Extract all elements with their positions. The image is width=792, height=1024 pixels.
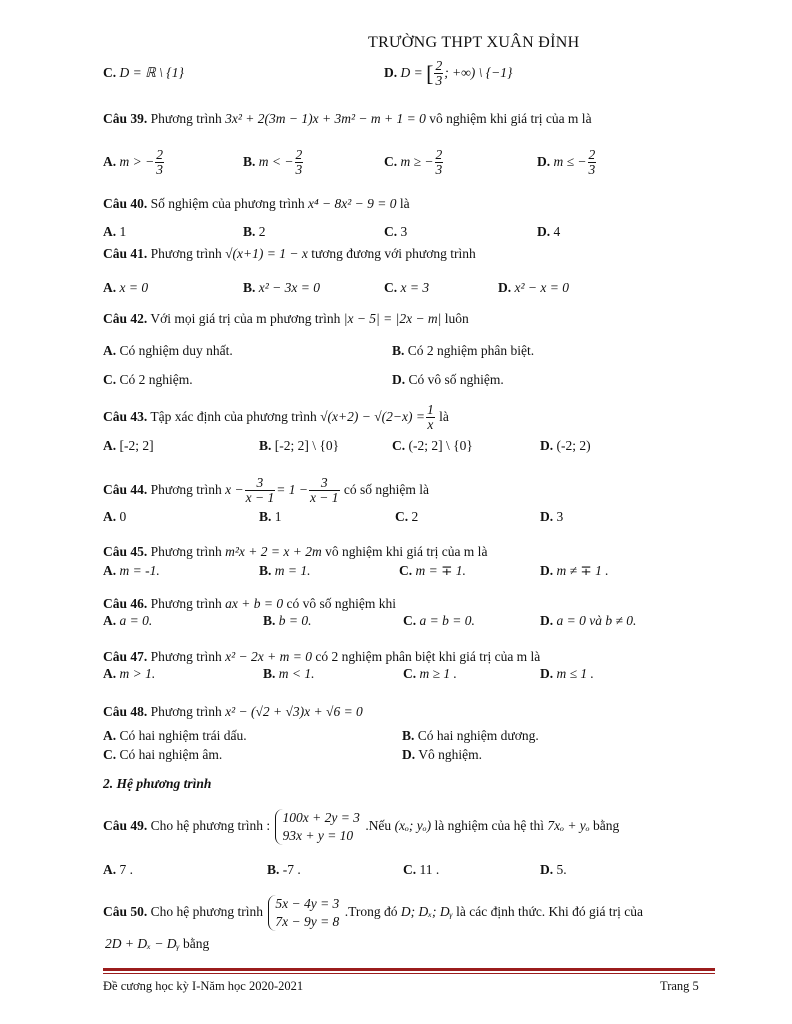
q40-option-d: D. 4 [537, 224, 561, 239]
question-50: Câu 50. Cho hệ phương trình 5x − 4y = 3 7x − 9y = 8 .Trong đó D; Dₓ; Dᵧ là các định thức. Khi đó giá trị của [103, 895, 644, 929]
q46-option-c: C. a = b = 0. [403, 613, 475, 628]
q46-option-d: D. a = 0 và b ≠ 0. [540, 613, 637, 628]
q45-option-d: D. m ≠ ∓ 1 . [540, 563, 609, 578]
q47-option-b: B. m < 1. [263, 666, 315, 681]
q45-option-c: C. m = ∓ 1. [399, 563, 466, 578]
q45-option-a: A. m = -1. [103, 563, 160, 578]
q40-option-c: C. 3 [384, 224, 408, 239]
q40-option-b: B. 2 [243, 224, 266, 239]
footer-rule [103, 968, 715, 971]
question-50-continued: 2D + Dₓ − Dᵧ bằng [105, 936, 210, 951]
page-number: Trang 5 [660, 979, 699, 993]
question-43: Câu 43. Tập xác định của phương trình √(x+2) − √(2−x) = $\frac{1}{x}$ là [103, 402, 449, 433]
q41-option-c: C. x = 3 [384, 280, 430, 295]
footer-title: Đề cương học kỳ I-Năm học 2020-2021 [103, 979, 304, 993]
q40-option-a: A. 1 [103, 224, 127, 239]
q49-option-b: B. -7 . [267, 862, 301, 877]
q49-option-d: D. 5. [540, 862, 567, 877]
q42-option-a: A. Có nghiệm duy nhất. [103, 343, 233, 358]
q39-option-a: A. m > − $\frac{2}{3}$ [103, 147, 163, 178]
q47-option-c: C. m ≥ 1 . [403, 666, 457, 681]
q39-option-d: D. m ≤ − $\frac{2}{3}$ [537, 147, 596, 178]
q48-option-a: A. Có hai nghiệm trái dấu. [103, 728, 247, 743]
q46-option-b: B. b = 0. [263, 613, 312, 628]
q48-option-c: C. Có hai nghiệm âm. [103, 747, 223, 762]
prev-option-c: C. D = ℝ \ {1} [103, 65, 184, 80]
question-45: Câu 45. Phương trình m²x + 2 = x + 2m vô nghiệm khi giá trị của m là [103, 544, 488, 559]
question-41: Câu 41. Phương trình √(x+1) = 1 − x tương đương với phương trình [103, 246, 476, 261]
question-48: Câu 48. Phương trình x² − (√2 + √3)x + √6 = 0 [103, 704, 363, 719]
question-42: Câu 42. Với mọi giá trị của m phương trình |x − 5| = |2x − m| luôn [103, 311, 469, 326]
question-47: Câu 47. Phương trình x² − 2x + m = 0 có 2 nghiệm phân biệt khi giá trị của m là [103, 649, 541, 664]
q43-option-c: C. (-2; 2] \ {0} [392, 438, 473, 453]
question-44: Câu 44. Phương trình x − $\frac{3}{x - 1}$ = 1 − $\frac{3}{x - 1}$ có số nghiệm là [103, 475, 430, 506]
q49-option-a: A. 7 . [103, 862, 133, 877]
q42-option-b: B. Có 2 nghiệm phân biệt. [392, 343, 535, 358]
q44-option-c: C. 2 [395, 509, 419, 524]
school-header: TRƯỜNG THPT XUÂN ĐỈNH [368, 34, 580, 51]
footer-rule-thin [103, 973, 715, 974]
prev-option-d: D. D = [ $\frac{2}{3}$ ; +∞) \ {−1} [384, 58, 513, 89]
q41-option-b: B. x² − 3x = 0 [243, 280, 321, 295]
q43-option-b: B. [-2; 2] \ {0} [259, 438, 340, 453]
equation-system: 5x − 4y = 3 7x − 9y = 8 [268, 895, 339, 931]
q47-option-a: A. m > 1. [103, 666, 156, 681]
q48-option-b: B. Có hai nghiệm dương. [402, 728, 539, 743]
q42-option-c: C. Có 2 nghiệm. [103, 372, 193, 387]
q43-option-d: D. (-2; 2) [540, 438, 591, 453]
q49-option-c: C. 11 . [403, 862, 440, 877]
q45-option-b: B. m = 1. [259, 563, 311, 578]
q44-option-a: A. 0 [103, 509, 127, 524]
question-46: Câu 46. Phương trình ax + b = 0 có vô số nghiệm khi [103, 596, 396, 611]
q47-option-d: D. m ≤ 1 . [540, 666, 594, 681]
q44-option-b: B. 1 [259, 509, 282, 524]
q43-option-a: A. [-2; 2] [103, 438, 154, 453]
q41-option-d: D. x² − x = 0 [498, 280, 570, 295]
equation-system: 100x + 2y = 3 93x + y = 10 [275, 809, 359, 845]
q44-option-d: D. 3 [540, 509, 564, 524]
q41-option-a: A. x = 0 [103, 280, 149, 295]
q39-option-c: C. m ≥ − $\frac{2}{3}$ [384, 147, 443, 178]
question-40: Câu 40. Số nghiệm của phương trình x⁴ − 8x² − 9 = 0 là [103, 196, 410, 211]
question-49: Câu 49. Cho hệ phương trình : 100x + 2y = 3 93x + y = 10 .Nếu (xₒ; yₒ) là nghiệm của hệ thì 7xₒ + yₒ bằng [103, 809, 620, 843]
q48-option-d: D. Vô nghiệm. [402, 747, 483, 762]
q46-option-a: A. a = 0. [103, 613, 153, 628]
question-39: Câu 39. Phương trình 3x² + 2(3m − 1)x + 3m² − m + 1 = 0 vô nghiệm khi giá trị của m là [103, 111, 592, 126]
q39-option-b: B. m < − $\frac{2}{3}$ [243, 147, 303, 178]
section-heading: 2. Hệ phương trình [103, 776, 212, 791]
q42-option-d: D. Có vô số nghiệm. [392, 372, 504, 387]
